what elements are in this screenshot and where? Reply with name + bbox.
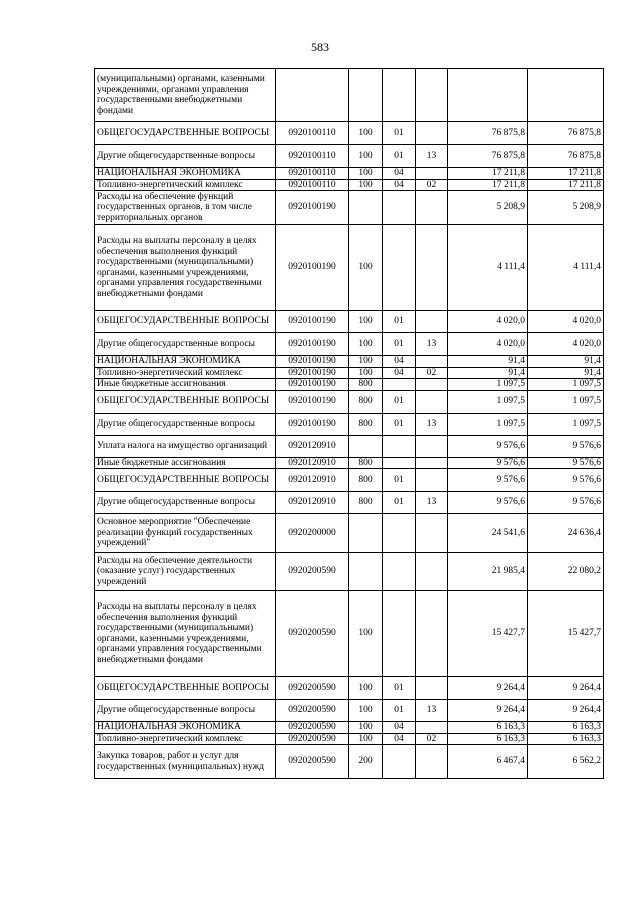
- cell-amount-2: 1 097,5: [528, 390, 604, 413]
- cell-name: Другие общегосударственные вопросы: [95, 492, 276, 514]
- cell-name: ОБЩЕГОСУДАРСТВЕННЫЕ ВОПРОСЫ: [95, 390, 276, 413]
- cell-section: 04: [383, 367, 416, 379]
- cell-target-code: 0920200590: [276, 722, 349, 734]
- table-row: [95, 191, 604, 225]
- cell-name: Топливно-энергетический комплекс: [95, 733, 276, 745]
- cell-amount-2: 9 576,6: [528, 435, 604, 457]
- cell-expense-type: 100: [349, 700, 383, 722]
- cell-name: Другие общегосударственные вопросы: [95, 145, 276, 168]
- cell-name: НАЦИОНАЛЬНАЯ ЭКОНОМИКА: [95, 356, 276, 368]
- cell-subsection: [416, 69, 448, 122]
- cell-subsection: [416, 225, 448, 311]
- cell-expense-type: 200: [349, 745, 383, 779]
- cell-section: [383, 745, 416, 779]
- table-row: [95, 225, 604, 311]
- cell-name: Расходы на выплаты персоналу в целях обеспечения выполнения функций государственными (муниципальными) органами, казенными учреждениями, органами управления государственными внебюджетными фондами: [95, 225, 276, 311]
- table-row: [95, 311, 604, 333]
- cell-amount-2: 17 211,8: [528, 179, 604, 191]
- cell-section: 01: [383, 311, 416, 333]
- cell-section: [383, 379, 416, 391]
- cell-amount-1: 9 576,6: [448, 435, 528, 457]
- cell-amount-1: [448, 69, 528, 122]
- cell-amount-1: 6 467,4: [448, 745, 528, 779]
- cell-expense-type: [349, 553, 383, 591]
- budget-table: [94, 68, 604, 779]
- cell-section: [383, 457, 416, 469]
- cell-subsection: [416, 379, 448, 391]
- cell-target-code: 0920100190: [276, 191, 349, 225]
- cell-amount-2: 4 111,4: [528, 225, 604, 311]
- cell-name: ОБЩЕГОСУДАРСТВЕННЫЕ ВОПРОСЫ: [95, 311, 276, 333]
- cell-name: Расходы на обеспечение деятельности (оказание услуг) государственных учреждений: [95, 553, 276, 591]
- cell-expense-type: [349, 69, 383, 122]
- cell-name: Другие общегосударственные вопросы: [95, 700, 276, 722]
- table-row: [95, 367, 604, 379]
- cell-expense-type: 100: [349, 677, 383, 700]
- cell-amount-2: 4 020,0: [528, 333, 604, 356]
- cell-amount-1: 9 264,4: [448, 677, 528, 700]
- cell-amount-2: 6 562,2: [528, 745, 604, 779]
- cell-name: Основное мероприятие "Обеспечение реализации функций государственных учреждений": [95, 514, 276, 553]
- cell-subsection: [416, 356, 448, 368]
- table-row: [95, 435, 604, 457]
- cell-expense-type: 800: [349, 457, 383, 469]
- cell-amount-1: 9 576,6: [448, 492, 528, 514]
- table-row: [95, 356, 604, 368]
- cell-expense-type: [349, 191, 383, 225]
- table-row: [95, 145, 604, 168]
- cell-expense-type: 100: [349, 122, 383, 145]
- cell-section: 01: [383, 700, 416, 722]
- cell-target-code: 0920100190: [276, 379, 349, 391]
- cell-expense-type: 800: [349, 469, 383, 492]
- cell-subsection: [416, 553, 448, 591]
- cell-amount-1: 1 097,5: [448, 379, 528, 391]
- cell-section: [383, 435, 416, 457]
- cell-expense-type: [349, 435, 383, 457]
- cell-amount-2: 76 875,8: [528, 145, 604, 168]
- cell-section: 01: [383, 333, 416, 356]
- cell-amount-1: 21 985,4: [448, 553, 528, 591]
- cell-target-code: 0920120910: [276, 457, 349, 469]
- cell-section: [383, 553, 416, 591]
- cell-target-code: 0920200000: [276, 514, 349, 553]
- cell-expense-type: 800: [349, 390, 383, 413]
- cell-amount-2: 4 020,0: [528, 311, 604, 333]
- cell-amount-1: 17 211,8: [448, 179, 528, 191]
- cell-amount-1: 76 875,8: [448, 145, 528, 168]
- cell-subsection: 13: [416, 492, 448, 514]
- cell-amount-2: 17 211,8: [528, 168, 604, 180]
- cell-target-code: 0920100190: [276, 356, 349, 368]
- cell-subsection: [416, 191, 448, 225]
- cell-amount-2: 6 163,3: [528, 722, 604, 734]
- cell-amount-2: 76 875,8: [528, 122, 604, 145]
- cell-subsection: [416, 469, 448, 492]
- table-row: [95, 179, 604, 191]
- table-row: [95, 413, 604, 435]
- cell-amount-1: 15 427,7: [448, 591, 528, 677]
- cell-name: ОБЩЕГОСУДАРСТВЕННЫЕ ВОПРОСЫ: [95, 469, 276, 492]
- cell-expense-type: 800: [349, 379, 383, 391]
- cell-amount-1: 4 020,0: [448, 333, 528, 356]
- table-row: [95, 591, 604, 677]
- cell-target-code: 0920100190: [276, 333, 349, 356]
- cell-target-code: 0920200590: [276, 591, 349, 677]
- cell-subsection: [416, 591, 448, 677]
- table-row: [95, 553, 604, 591]
- table-row: [95, 514, 604, 553]
- cell-name: ОБЩЕГОСУДАРСТВЕННЫЕ ВОПРОСЫ: [95, 677, 276, 700]
- cell-subsection: [416, 722, 448, 734]
- cell-subsection: [416, 745, 448, 779]
- cell-name: НАЦИОНАЛЬНАЯ ЭКОНОМИКА: [95, 722, 276, 734]
- cell-subsection: 13: [416, 145, 448, 168]
- cell-amount-1: 9 264,4: [448, 700, 528, 722]
- cell-amount-2: 9 264,4: [528, 677, 604, 700]
- table-row: [95, 677, 604, 700]
- cell-expense-type: 100: [349, 225, 383, 311]
- cell-target-code: 0920200590: [276, 553, 349, 591]
- cell-amount-2: 1 097,5: [528, 379, 604, 391]
- cell-amount-1: 17 211,8: [448, 168, 528, 180]
- cell-section: [383, 225, 416, 311]
- table-row: [95, 745, 604, 779]
- cell-subsection: 02: [416, 733, 448, 745]
- cell-section: [383, 514, 416, 553]
- table-row: [95, 122, 604, 145]
- cell-target-code: 0920100110: [276, 122, 349, 145]
- cell-amount-1: 4 020,0: [448, 311, 528, 333]
- table-row: [95, 492, 604, 514]
- cell-amount-1: 6 163,3: [448, 733, 528, 745]
- cell-expense-type: [349, 514, 383, 553]
- cell-target-code: 0920100110: [276, 168, 349, 180]
- cell-expense-type: 100: [349, 145, 383, 168]
- cell-expense-type: 100: [349, 179, 383, 191]
- cell-target-code: 0920120910: [276, 469, 349, 492]
- cell-amount-1: 1 097,5: [448, 413, 528, 435]
- cell-section: 04: [383, 168, 416, 180]
- cell-section: [383, 591, 416, 677]
- cell-name: Топливно-энергетический комплекс: [95, 179, 276, 191]
- cell-subsection: 13: [416, 700, 448, 722]
- cell-amount-2: 91,4: [528, 367, 604, 379]
- cell-amount-2: 91,4: [528, 356, 604, 368]
- cell-name: Закупка товаров, работ и услуг для государственных (муниципальных) нужд: [95, 745, 276, 779]
- cell-subsection: [416, 390, 448, 413]
- cell-subsection: [416, 122, 448, 145]
- cell-amount-1: 91,4: [448, 367, 528, 379]
- cell-name: ОБЩЕГОСУДАРСТВЕННЫЕ ВОПРОСЫ: [95, 122, 276, 145]
- cell-target-code: 0920100190: [276, 225, 349, 311]
- cell-target-code: 0920100190: [276, 311, 349, 333]
- page-number: 583: [311, 40, 329, 54]
- cell-section: 01: [383, 492, 416, 514]
- table-row: [95, 469, 604, 492]
- cell-name: Уплата налога на имущество организаций: [95, 435, 276, 457]
- cell-target-code: 0920200590: [276, 677, 349, 700]
- cell-subsection: [416, 168, 448, 180]
- cell-subsection: [416, 435, 448, 457]
- cell-amount-1: 1 097,5: [448, 390, 528, 413]
- table-row: [95, 700, 604, 722]
- table-row: [95, 69, 604, 122]
- cell-subsection: [416, 514, 448, 553]
- cell-expense-type: 100: [349, 356, 383, 368]
- cell-section: 04: [383, 733, 416, 745]
- cell-section: 01: [383, 677, 416, 700]
- cell-section: 01: [383, 413, 416, 435]
- cell-section: [383, 191, 416, 225]
- cell-amount-1: 6 163,3: [448, 722, 528, 734]
- cell-name: Иные бюджетные ассигнования: [95, 457, 276, 469]
- cell-name: Расходы на обеспечение функций государственных органов, в том числе территориальных органов: [95, 191, 276, 225]
- table-row: [95, 379, 604, 391]
- cell-subsection: 13: [416, 413, 448, 435]
- cell-section: [383, 69, 416, 122]
- cell-amount-1: 4 111,4: [448, 225, 528, 311]
- cell-target-code: 0920100190: [276, 367, 349, 379]
- cell-name: Другие общегосударственные вопросы: [95, 413, 276, 435]
- cell-section: 01: [383, 122, 416, 145]
- cell-target-code: 0920200590: [276, 700, 349, 722]
- cell-expense-type: 100: [349, 722, 383, 734]
- cell-expense-type: 800: [349, 413, 383, 435]
- table-row: [95, 390, 604, 413]
- cell-expense-type: 100: [349, 311, 383, 333]
- cell-subsection: [416, 677, 448, 700]
- cell-amount-2: 24 636,4: [528, 514, 604, 553]
- cell-name: Расходы на выплаты персоналу в целях обеспечения выполнения функций государственными (муниципальными) органами, казенными учреждениями, органами управления государственными внебюджетными фондами: [95, 591, 276, 677]
- cell-amount-2: 9 264,4: [528, 700, 604, 722]
- table-row: [95, 333, 604, 356]
- cell-amount-1: 9 576,6: [448, 457, 528, 469]
- cell-amount-2: [528, 69, 604, 122]
- cell-target-code: 0920100110: [276, 145, 349, 168]
- cell-section: 04: [383, 179, 416, 191]
- cell-expense-type: 100: [349, 591, 383, 677]
- cell-subsection: 02: [416, 179, 448, 191]
- cell-name: Другие общегосударственные вопросы: [95, 333, 276, 356]
- cell-target-code: 0920200590: [276, 733, 349, 745]
- cell-name: Иные бюджетные ассигнования: [95, 379, 276, 391]
- table-row: [95, 733, 604, 745]
- table-row: [95, 457, 604, 469]
- cell-target-code: 0920100190: [276, 413, 349, 435]
- cell-name: (муниципальными) органами, казенными учреждениями, органами управления государственными внебюджетными фондами: [95, 69, 276, 122]
- cell-expense-type: 100: [349, 733, 383, 745]
- cell-expense-type: 800: [349, 492, 383, 514]
- cell-amount-2: 6 163,3: [528, 733, 604, 745]
- cell-amount-1: 76 875,8: [448, 122, 528, 145]
- cell-target-code: 0920100110: [276, 179, 349, 191]
- cell-amount-1: 91,4: [448, 356, 528, 368]
- cell-amount-1: 9 576,6: [448, 469, 528, 492]
- cell-target-code: 0920120910: [276, 435, 349, 457]
- cell-target-code: [276, 69, 349, 122]
- cell-name: Топливно-энергетический комплекс: [95, 367, 276, 379]
- cell-amount-2: 22 080,2: [528, 553, 604, 591]
- cell-expense-type: 100: [349, 168, 383, 180]
- cell-amount-2: 9 576,6: [528, 457, 604, 469]
- cell-amount-2: 9 576,6: [528, 469, 604, 492]
- cell-subsection: [416, 457, 448, 469]
- cell-section: 01: [383, 390, 416, 413]
- cell-target-code: 0920120910: [276, 492, 349, 514]
- cell-section: 04: [383, 356, 416, 368]
- cell-target-code: 0920100190: [276, 390, 349, 413]
- cell-expense-type: 100: [349, 333, 383, 356]
- cell-section: 01: [383, 145, 416, 168]
- cell-amount-1: 5 208,9: [448, 191, 528, 225]
- cell-section: 01: [383, 469, 416, 492]
- cell-amount-2: 9 576,6: [528, 492, 604, 514]
- cell-subsection: 13: [416, 333, 448, 356]
- cell-section: 04: [383, 722, 416, 734]
- cell-amount-2: 5 208,9: [528, 191, 604, 225]
- cell-target-code: 0920200590: [276, 745, 349, 779]
- table-row: [95, 722, 604, 734]
- cell-subsection: [416, 311, 448, 333]
- cell-subsection: 02: [416, 367, 448, 379]
- cell-name: НАЦИОНАЛЬНАЯ ЭКОНОМИКА: [95, 168, 276, 180]
- cell-amount-2: 1 097,5: [528, 413, 604, 435]
- cell-amount-1: 24 541,6: [448, 514, 528, 553]
- table-row: [95, 168, 604, 180]
- cell-expense-type: 100: [349, 367, 383, 379]
- cell-amount-2: 15 427,7: [528, 591, 604, 677]
